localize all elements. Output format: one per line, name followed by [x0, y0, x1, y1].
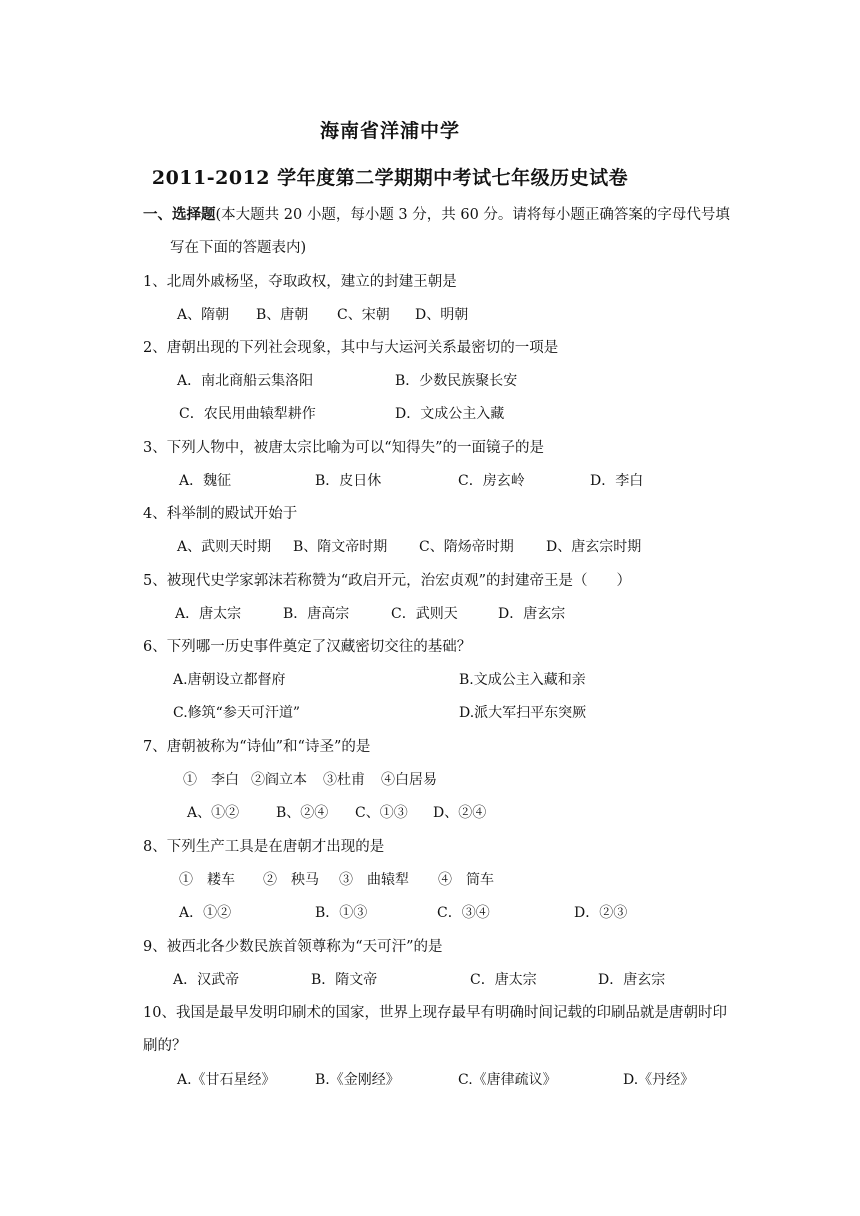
option-a: A．魏征: [179, 473, 232, 489]
item-1: ① 耧车: [179, 872, 235, 888]
option-a: A、武则天时期: [177, 539, 272, 555]
question-stem: 6、下列哪一历史事件奠定了汉藏密切交往的基础？: [143, 639, 472, 655]
item-3: ③ 曲辕犁: [339, 872, 409, 888]
option-b: B、隋文帝时期: [293, 539, 388, 555]
option-b: B．唐高宗: [283, 606, 350, 622]
item-2: ②阎立本: [251, 772, 307, 788]
option-a: A．汉武帝: [173, 972, 240, 988]
school-name: 海南省洋浦中学: [319, 120, 460, 142]
option-a: A．唐太宗: [175, 606, 242, 622]
option-b: B、②④: [276, 805, 329, 821]
option-b: B．少数民族聚长安: [395, 373, 518, 389]
item-4: ④ 筒车: [438, 872, 494, 888]
question-stem: 4、科举制的殿试开始于: [143, 506, 298, 522]
question-stem: 2、唐朝出现的下列社会现象，其中与大运河关系最密切的一项是: [143, 340, 559, 356]
question-stem: 3、下列人物中，被唐太宗比喻为可以“知得失”的一面镜子的是: [143, 440, 545, 456]
option-c: C、隋炀帝时期: [419, 539, 514, 555]
item-2: ② 秧马: [263, 872, 319, 888]
option-c: C.修筑“参天可汗道”: [173, 705, 300, 721]
option-a: A．南北商船云集洛阳: [177, 373, 314, 389]
exam-title: 2011-2012 学年度第二学期期中考试七年级历史试卷: [151, 167, 629, 189]
option-c: C、①③: [355, 805, 408, 821]
option-b: B、唐朝: [256, 307, 309, 323]
question-stem: 10、我国是最早发明印刷术的国家，世界上现存最早有明确时间记载的印刷品就是唐朝时印: [143, 1005, 727, 1021]
option-c: C.《唐律疏议》: [458, 1072, 557, 1088]
question-stem: 1、北周外戚杨坚，夺取政权，建立的封建王朝是: [143, 274, 457, 290]
option-d: D．②③: [574, 905, 628, 921]
question-stem: 8、下列生产工具是在唐朝才出现的是: [143, 839, 385, 855]
option-d: D.派大军扫平东突厥: [459, 705, 587, 721]
option-d: D．唐玄宗: [598, 972, 666, 988]
option-d: D、②④: [433, 805, 487, 821]
option-a: A．①②: [179, 905, 232, 921]
option-a: A.《甘石星经》: [177, 1072, 276, 1088]
option-d: D．李白: [590, 473, 644, 489]
section-heading: [143, 205, 730, 225]
section-instructions: (本大题共 20 小题，每小题 3 分，共 60 分。请将每小题正确答案的字母代号填: [215, 207, 730, 223]
item-3: ③杜甫: [323, 772, 365, 788]
option-a: A、隋朝: [177, 307, 230, 323]
option-b: B．隋文帝: [311, 972, 378, 988]
question-stem: 7、唐朝被称为“诗仙”和“诗圣”的是: [143, 739, 371, 755]
option-a: A.唐朝设立都督府: [173, 672, 286, 688]
option-c: C．武则天: [391, 606, 458, 622]
question-stem: 5、被现代史学家郭沫若称赞为“政启开元，治宏贞观”的封建帝王是（ ）: [143, 573, 632, 589]
option-c: C、宋朝: [337, 307, 390, 323]
option-b: B．①③: [315, 905, 368, 921]
option-d: D、唐玄宗时期: [546, 539, 642, 555]
option-d: D、明朝: [415, 307, 469, 323]
option-c: C．③④: [437, 905, 490, 921]
option-a: A、①②: [187, 805, 240, 821]
option-d: D．文成公主入藏: [395, 406, 505, 422]
option-c: C．唐太宗: [470, 972, 537, 988]
section-instructions-cont: 写在下面的答题表内): [170, 240, 307, 256]
option-b: B．皮日休: [315, 473, 382, 489]
option-d: D．唐玄宗: [498, 606, 566, 622]
option-c: C．农民用曲辕犁耕作: [179, 406, 316, 422]
item-4: ④白居易: [381, 772, 437, 788]
option-c: C．房玄岭: [458, 473, 525, 489]
option-b: B.文成公主入藏和亲: [459, 672, 586, 688]
item-1: ① 李白: [183, 772, 239, 788]
question-stem: 9、被西北各少数民族首领尊称为“天可汗”的是: [143, 939, 443, 955]
section-label: 一、选择题: [143, 206, 216, 223]
option-b: B.《金刚经》: [315, 1072, 400, 1088]
question-stem-cont: 刷的？: [143, 1038, 187, 1054]
option-d: D.《丹经》: [623, 1072, 695, 1088]
